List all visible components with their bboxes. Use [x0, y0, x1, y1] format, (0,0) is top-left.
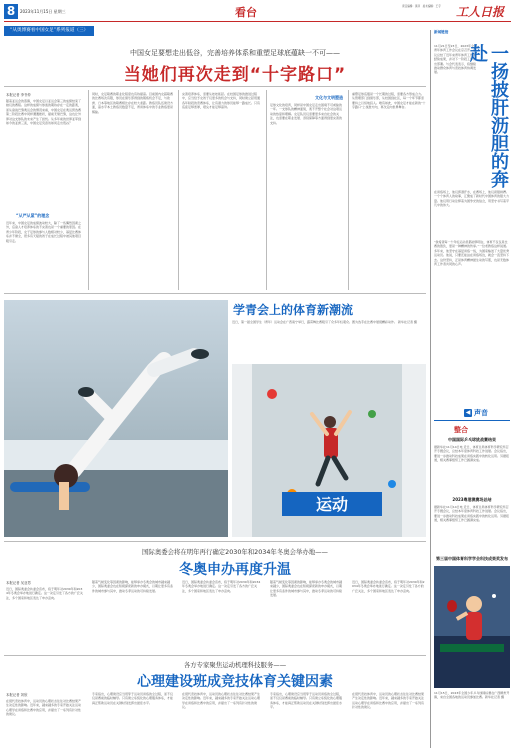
publish-date: 2023年11月15日 星期三 — [20, 9, 66, 14]
photo-feature-title: 学青会上的体育新潮流 — [233, 303, 354, 317]
photo-feature-caption: 近日，第一届全国学生（青年）运动会在广西南宁举行，霹雳舞比赛吸引了众多年轻观众。图为选手在比赛中展现精彩动作。 新华社记者 摄 — [232, 320, 417, 324]
roundup-title: 整合 — [454, 426, 468, 434]
climbing-photo — [232, 364, 426, 537]
roundup-headline-1: 中国国际乒乓球挑战赛结束 — [448, 437, 496, 442]
right-photo — [434, 566, 510, 688]
mid-byline: 本报记者 吴亚男 — [6, 581, 31, 585]
lead-body-col5: 重塑足球底蕴是一个长期的过程，需要各方形成合力。从管理部门到俱乐部，从校园到社区，每一个环节都需要持之以恒地投入。唯有如此，中国女足才能在新的“十字路口”上找准方向，再次走向世界舞台。 — [352, 92, 426, 110]
roundup-body-1: 据新华社11月14日电 近日，体育总局体育科学研究所召开专题会议，总结本年度体育科技工作进展。会议指出，要进一步推动科技成果在训练实践中的转化运用。另据报道，相关赛事组织工作已圆满完成。 — [434, 445, 510, 463]
lead-body-col2: 同时，女足联赛的职业化程度也有待提高。目前国内女超联赛的比赛场次有限，球员在俱乐部得到的锻炼机会不足，与欧洲、日本等地区的联赛相比存在较大差距。教练员队伍建设方面，高水平本土教练员数量不足，青训体系中的专业教练更是稀缺。 — [92, 92, 174, 114]
mid-headline: 冬奥申办再度升温 — [179, 562, 291, 578]
mid-body-col4: 随着气候变化等因素的影响，能够承办冬奥会的城市越来越少，国际奥委会也在积极探索新的申办模式，以期让更多有条件的城市参与其中，推动冬季运动的可持续发展。 — [270, 580, 343, 598]
header-rule — [4, 21, 511, 22]
roundup-body-2: 据新华社11月14日电 近日，体育总局体育科学研究所召开专题会议，总结本年度体育科技工作进展。会议指出，要进一步推动科技成果在训练实践中的转化运用。另据报道，相关赛事组织工作已圆满完成。 — [434, 505, 510, 523]
lead-headline-rule — [4, 86, 426, 87]
col-divider — [88, 90, 89, 290]
editor-line: 责任编辑：黄河 美术编辑：王宇 — [402, 5, 441, 8]
lead-kicker: 中国女足要想走出低谷，完善培养体系和重塑足球底蕴缺一不可—— — [130, 49, 340, 57]
bottom-body-col2: 专家指出，心理建设应当贯穿于运动员训练的全过程，而不仅仅是赛前的临时辅导。只有建立系统化的心理服务体系，才能真正帮助运动员在关键时刻发挥出最佳水平。 — [92, 692, 174, 705]
bottom-headline: 心理建设班成竞技体育关键因素 — [137, 674, 333, 690]
bottom-body-col4: 专家指出，心理建设应当贯穿于运动员训练的全过程，而不仅仅是赛前的临时辅导。只有建立系统化的心理服务体系，才能真正帮助运动员在关键时刻发挥出最佳水平。 — [270, 692, 343, 710]
right-body-2: 在训练场上，他们挥洒汗水，在赛场上，他们顽强拼搏。一个个体育人的故事，汇聚成了新时代中国体育的强大力量。他们用行动诠释着为国争光的信念，用坚守书写着平凡中的伟大。 — [434, 190, 510, 208]
col-divider — [178, 90, 179, 290]
lead-body-col4: 足球文化的培育，同样是中国女足走出困境不可或缺的一环。一支球队的精神面貌，离不开整个社会对这项运动的热爱和理解。女足队员们需要更多来自社会的关注，也需要在职业发展、退役保障等方面得到更完善的支持。 — [270, 103, 343, 125]
lead-headline: 当她们再次走到“十字路口” — [123, 65, 347, 85]
series-tag: “从奥博赛看中国女足”系列报道（三） — [4, 26, 94, 36]
lead-body-col3: 完善培养体系，需要从娃娃抓起。在校园足球的推进过程中，应当给予女孩子们更多的机会与支持，同时建立起贯通各年龄段的竞赛体系，让有潜力的球员能够一路成长。只有底座足够宽厚，塔尖才能足够高耸。 — [182, 92, 261, 110]
bottom-top-rule — [4, 655, 426, 656]
lead-subhead-culture: 文化与文明塑造 — [315, 95, 343, 100]
page-number-badge: 8 — [4, 4, 18, 19]
newspaper-logo: 工人日报 — [456, 5, 505, 19]
mid-body-col2: 随着气候变化等因素的影响，能够承办冬奥会的城市越来越少，国际奥委会也在积极探索新的申办模式，以期让更多有条件的城市参与其中，推动冬季运动的可持续发展。 — [92, 580, 174, 593]
breakdance-photo — [4, 300, 228, 537]
bottom-byline: 本报记者 刘欣 — [6, 693, 28, 697]
section-title: 看台 — [235, 6, 257, 19]
right-body-3: “我希望每一个年轻运动员都能够明白，体育不仅仅是比赛的胜负，更是一种精神的传承。”一位老教练这样说道。多年来，他坚守在基层训练一线，为国家输送了大量优秀运动员。他说，只要还能站在训练场边，就会一直坚持下去。这份坚持，正是体育精神最生动的写照，也是无数体育工作者共同的心声。 — [434, 240, 510, 267]
photo-top-rule — [4, 293, 426, 294]
right-body-1: 11月21日至23日，2023年全国青年体育工作会议在京召开。会议总结了近年来青年体育工作的经验成果，并对下一阶段工作作出部署。与会代表表示，将继续推动群众体育与竞技体育协调发展。 — [434, 44, 478, 75]
right-column-divider — [430, 30, 431, 748]
mid-top-rule — [4, 541, 426, 542]
lead-body-col1: 随着亚运会的落幕，中国女足以亚运会第三的成绩结束了她们的赛程。这样的成绩与球迷的期待存在一定的距离，而从备战巴黎奥运会的情况来看，中国女足在奥运预选赛第二阶段比赛中同样遭遇挫折，提前无缘巴黎，这也让外界对这支球队的未来产生了担忧。从多年前的世界亚军到如今的亚洲三流，中国女足究竟该如何走出低谷？ — [6, 99, 82, 126]
mid-body-col3: 近日，国际奥委会执委会宣布，将于明年对2030年和2034年冬奥会举办地进行确定。这一决定引发了各方的广泛关注，多个国家和地区表达了申办意向。 — [182, 580, 261, 593]
roundup-headline-2: 2023粤港澳赛场总结 — [452, 497, 492, 502]
roundup-headline-3: 第三届中国体育科学学会科技成果奖发布 — [436, 556, 508, 561]
bottom-body-col5: 在现代竞技体育中，运动员的心理状态往往对比赛结果产生决定性的影响。近年来，越来越多的专家开始关注运动心理学在训练和比赛中的应用，并提出了一系列有针对性的建议。 — [352, 692, 425, 710]
col-divider — [266, 90, 267, 290]
right-vertical-headline: 一扬披肝沥胆的奔赴 — [467, 44, 509, 188]
right-rule — [434, 420, 510, 421]
voice-label: 声音 — [474, 409, 488, 417]
right-photo-caption: 11月15日，2023年全国少年乒乓球锦标赛在广西柳州开幕，来自全国各地的运动员参加比赛。新华社记者 摄 — [434, 691, 510, 700]
right-kicker: 新闻链接 — [434, 30, 449, 34]
lead-body-col1b: 近年来，中国女足的成绩波动较大，除了一些偶然因素之外，后备人才培养体系的不完善也是一个重要的原因。在青少年阶段，女子足球的参与人数相对较少，基层比赛体系并不健全，很多有天赋的孩子在成长过程中被其他项目吸引走。 — [6, 221, 82, 243]
mid-body-col5: 近日，国际奥委会执委会宣布，将于明年对2030年和2034年冬奥会举办地进行确定。这一决定引发了各方的广泛关注，多个国家和地区表达了申办意向。 — [352, 580, 425, 593]
mid-kicker: 国际奥委会将在明年再行确定2030年和2034年冬奥会举办地—— — [142, 548, 328, 556]
bottom-body-col1: 在现代竞技体育中，运动员的心理状态往往对比赛结果产生决定性的影响。近年来，越来越多的专家开始关注运动心理学在训练和比赛中的应用，并提出了一系列有针对性的建议。 — [6, 699, 82, 717]
lead-subhead-strict: “从严从紧”的理念 — [16, 213, 50, 218]
bottom-body-col3: 在现代竞技体育中，运动员的心理状态往往对比赛结果产生决定性的影响。近年来，越来越多的专家开始关注运动心理学在训练和比赛中的应用，并提出了一系列有针对性的建议。 — [182, 692, 261, 710]
voice-badge — [464, 408, 488, 418]
photo-panel-text: 运动 — [315, 495, 349, 514]
bottom-kicker: 各方专家聚焦运动机理科技服务—— — [183, 661, 287, 669]
mid-body-col1: 近日，国际奥委会执委会宣布，将于明年对2030年和2034年冬奥会举办地进行确定。这一决定引发了各方的广泛关注，多个国家和地区表达了申办意向。 — [6, 587, 83, 600]
col-divider — [348, 90, 349, 290]
lead-byline: 本报记者 李书仲 — [6, 93, 31, 97]
voice-icon: ◀ — [465, 409, 471, 416]
